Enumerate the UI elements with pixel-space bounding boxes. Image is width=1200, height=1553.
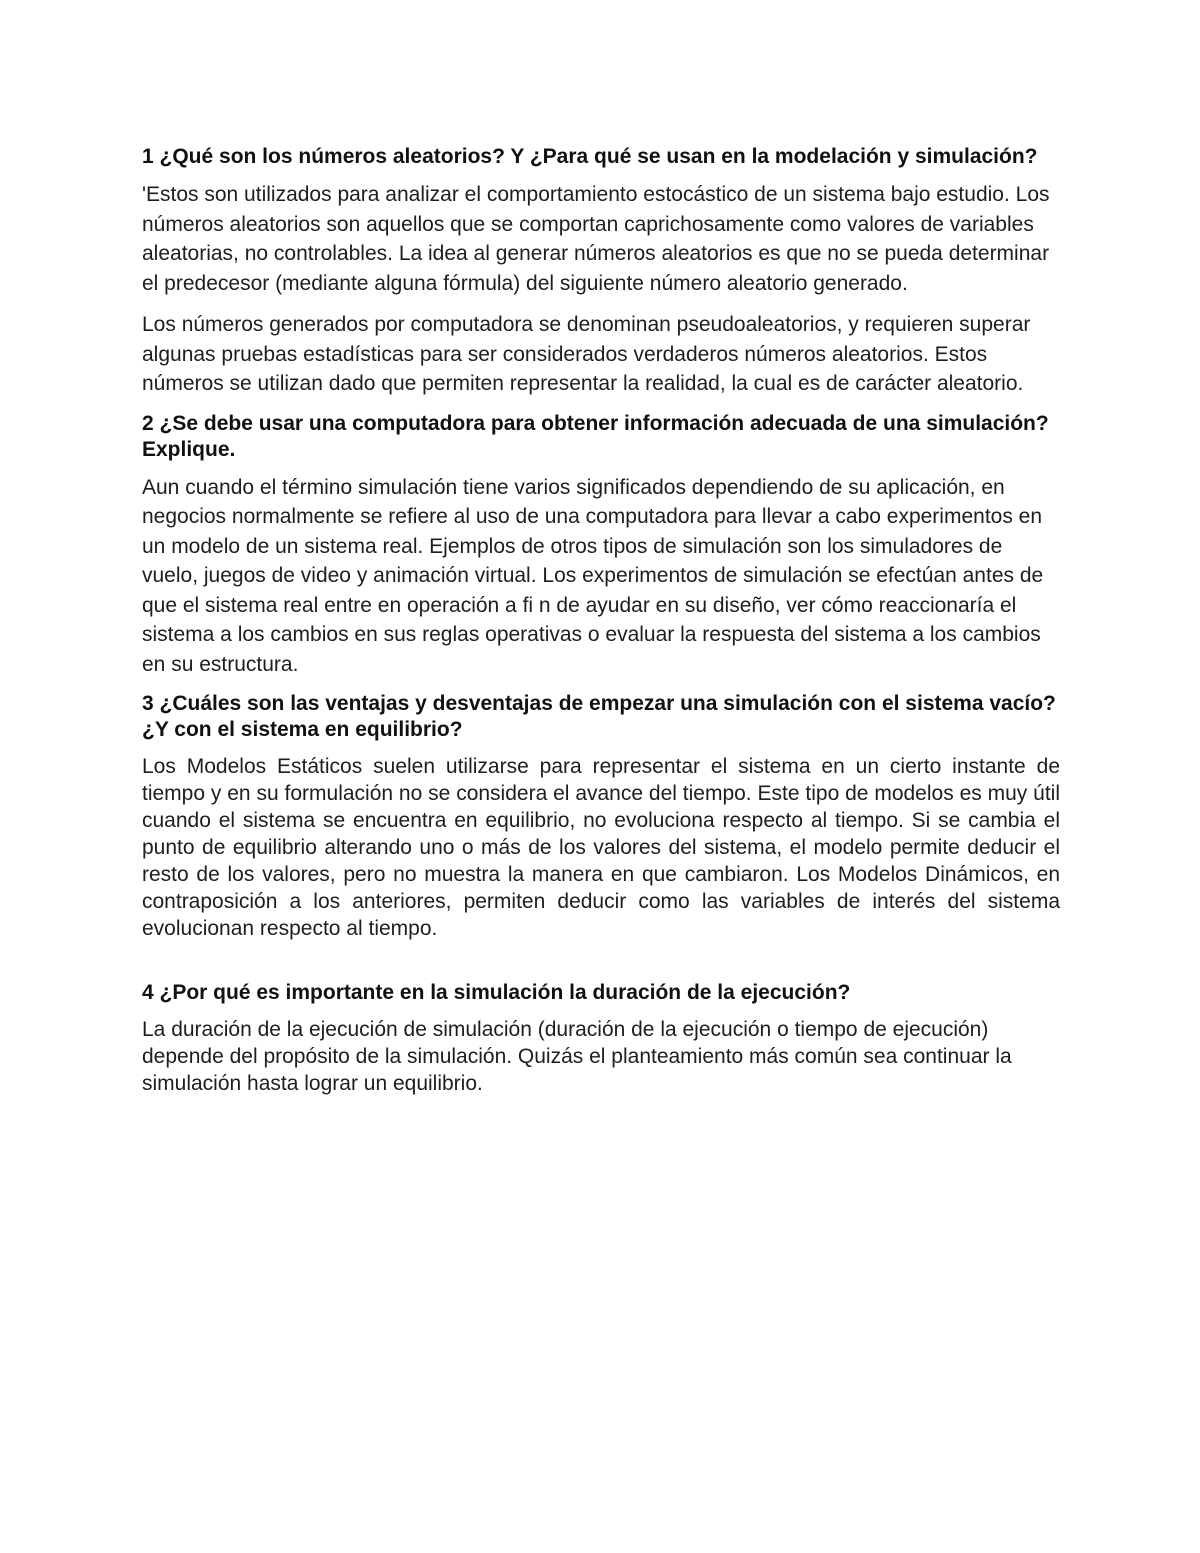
question-3-answer-paragraph-1: Los Modelos Estáticos suelen utilizarse para representar el sistema en un cierto instante de tiempo y en su formulación no se considera el avance del tiempo. Este tipo de modelos es muy útil cuando el sistema se encuentra en equilibrio, no evoluciona respecto al tiempo. Si se cambia el punto de equilibrio alterando uno o más de los valores del sistema, el modelo permite deducir el resto de los valores, pero no muestra la manera en que cambiaron. Los Modelos Dinámicos, en contraposición a los anteriores, permiten deducir como las variables de interés del sistema evolucionan respecto al tiempo. — [142, 755, 1060, 940]
document-page — [142, 144, 1060, 1109]
question-1-heading: 1 ¿Qué son los números aleatorios? Y ¿Para qué se usan en la modelación y simulación? — [142, 145, 1038, 168]
question-2-answer-paragraph-1: Aun cuando el término simulación tiene varios significados dependiendo de su aplicación, en negocios normalmente se refiere al uso de una computadora para llevar a cabo experimentos en un modelo de un sistema real. Ejemplos de otros tipos de simulación son los simuladores de vuelo, juegos de video y animación virtual. Los experimentos de simulación se efectúan antes de que el sistema real entre en operación a fi n de ayudar en su diseño, ver cómo reaccionaría el sistema a los cambios en sus reglas operativas o evaluar la respuesta del sistema a los cambios en su estructura. — [142, 475, 1044, 676]
question-1-answer-paragraph-1: 'Estos son utilizados para analizar el comportamiento estocástico de un sistema bajo estudio. Los números aleatorios son aquellos que se comportan caprichosamente como valores de variables aleatorias, no controlables. La idea al generar números aleatorios es que no se pueda determinar el predecesor (mediante alguna fórmula) del siguiente número aleatorio generado. — [142, 183, 1050, 295]
question-4-answer-paragraph-1: La duración de la ejecución de simulación (duración de la ejecución o tiempo de ejecución) depende del propósito de la simulación. Quizás el planteamiento más común sea continuar la simulación hasta lograr un equilibrio. — [142, 1018, 1012, 1095]
question-1-answer-paragraph-2: Los números generados por computadora se denominan pseudoaleatorios, y requieren superar algunas pruebas estadísticas para ser considerados verdaderos números aleatorios. Estos números se utilizan dado que permiten representar la realidad, la cual es de carácter aleatorio. — [142, 313, 1031, 395]
question-3-heading: 3 ¿Cuáles son las ventajas y desventajas de empezar una simulación con el sistema vacío? ¿Y con el sistema en equilibrio? — [142, 692, 1056, 741]
question-2-heading: 2 ¿Se debe usar una computadora para obtener información adecuada de una simulación? Explique. — [142, 411, 1049, 461]
question-4-heading: 4 ¿Por qué es importante en la simulación la duración de la ejecución? — [142, 981, 851, 1004]
section-gap — [142, 954, 1060, 980]
